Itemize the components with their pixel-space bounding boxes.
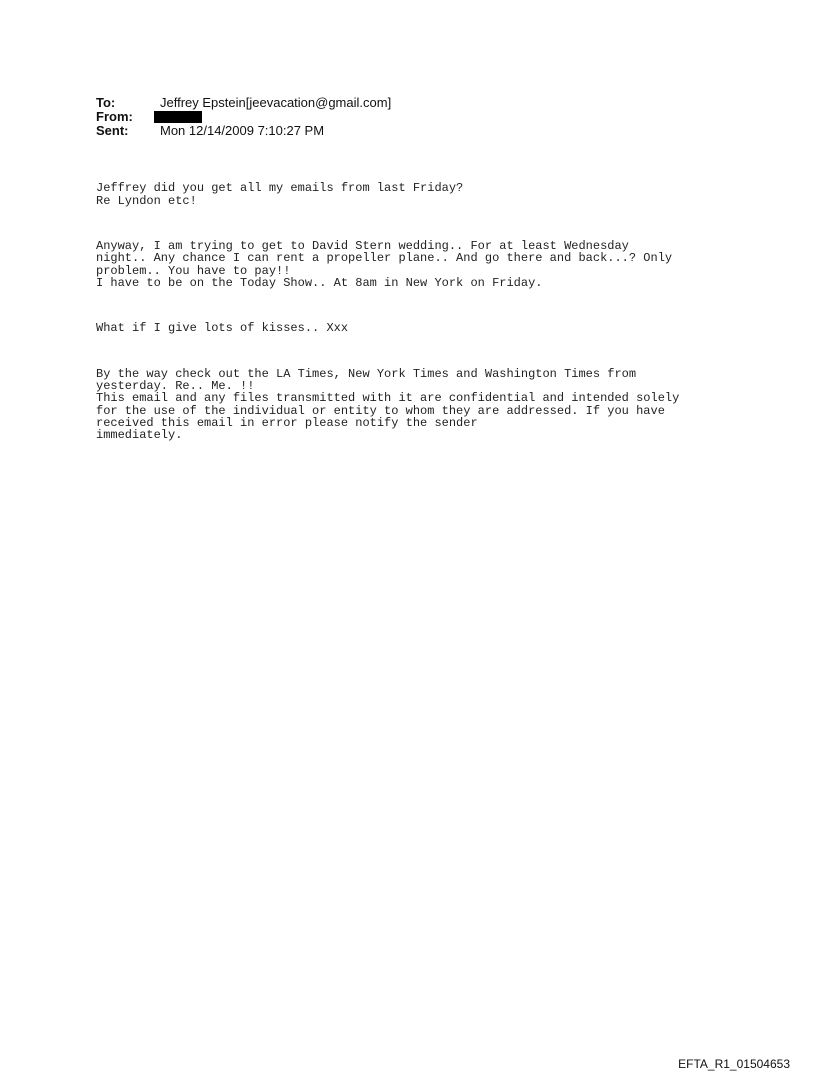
body-paragraph-3: What if I give lots of kisses.. Xxx — [96, 321, 349, 336]
email-header — [96, 96, 716, 138]
body-paragraph-1: Jeffrey did you get all my emails from last Friday? Re Lyndon etc! — [96, 181, 464, 208]
to-row — [96, 96, 716, 110]
body-paragraph-4: By the way check out the LA Times, New York Times and Washington Times from yesterday. Re.. Me. !! This email and any files transmitted with it are confidential and intended solely for the use of the individual or entity to whom they are addressed. If you have received this email in error please notify the sender immediately. — [96, 367, 680, 443]
document-id: EFTA_R1_01504653 — [678, 1057, 790, 1071]
body-paragraph-2: Anyway, I am trying to get to David Stern wedding.. For at least Wednesday night.. Any chance I can rent a propeller plane.. And go there and back...? Only problem.. You have to pay!! I have to be on the Today Show.. At 8am in New York on Friday. — [96, 239, 673, 290]
from-label: From: — [96, 109, 133, 124]
email-body — [96, 158, 756, 475]
sent-row — [96, 124, 716, 138]
to-value: Jeffrey Epstein[jeevacation@gmail.com] — [160, 95, 392, 110]
to-label: To: — [96, 95, 116, 110]
sent-label: Sent: — [96, 123, 129, 138]
redaction-box — [154, 111, 202, 123]
sent-value: Mon 12/14/2009 7:10:27 PM — [160, 123, 325, 138]
from-row — [96, 110, 716, 124]
